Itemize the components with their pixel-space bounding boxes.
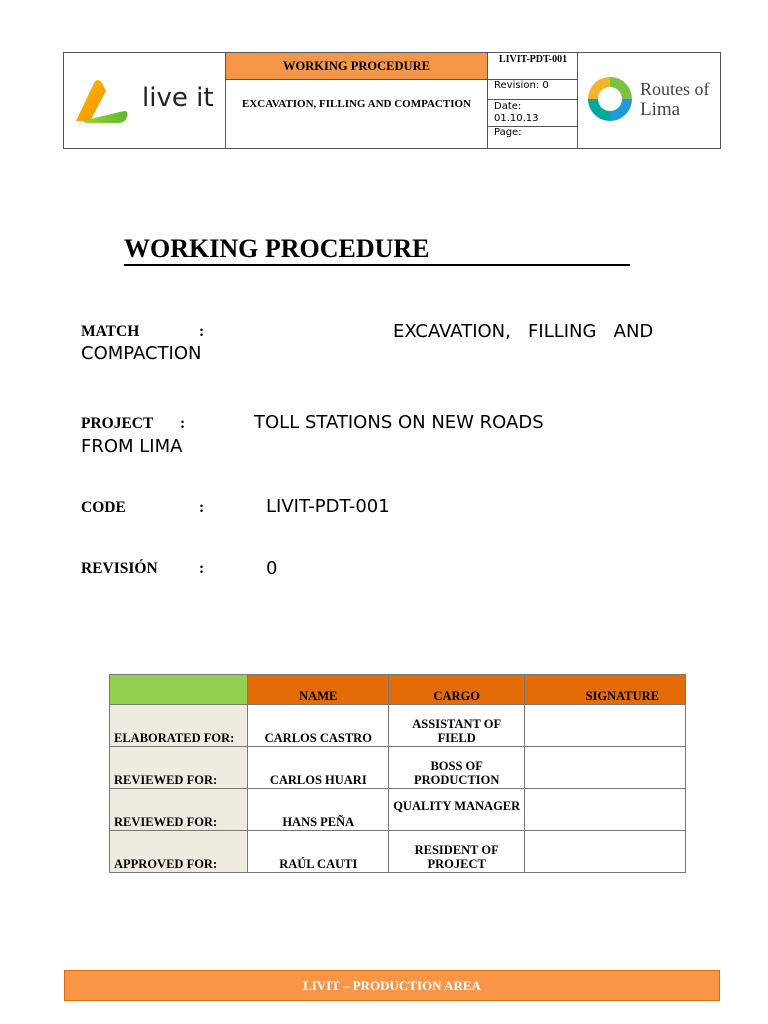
project-label: PROJECT xyxy=(81,415,154,432)
match-label: MATCH xyxy=(81,323,140,340)
header-subject: EXCAVATION, FILLING AND COMPACTION xyxy=(242,98,471,110)
match-value-2: COMPACTION xyxy=(81,343,202,364)
table-row xyxy=(110,747,686,789)
table-row-role: REVIEWED FOR: xyxy=(110,789,248,831)
code-value: LIVIT-PDT-001 xyxy=(266,496,390,517)
table-row-cargo: ASSISTANT OF FIELD xyxy=(389,705,525,747)
table-row-signature xyxy=(525,831,686,873)
approval-table xyxy=(109,674,686,873)
header-date-value: 01.10.13 xyxy=(494,113,539,124)
table-row-role: ELABORATED FOR: xyxy=(110,705,248,747)
revision-colon: : xyxy=(199,560,205,577)
live-it-logo xyxy=(72,75,222,127)
table-row-name: CARLOS CASTRO xyxy=(248,705,389,747)
table-header-cell xyxy=(110,675,248,705)
table-row xyxy=(110,831,686,873)
revision-label: REVISIÓN xyxy=(81,560,158,577)
routes-of-lima-logo-icon xyxy=(584,73,636,125)
table-row-cargo: QUALITY MANAGER xyxy=(389,789,525,831)
routes-logo-text-1: Routes of xyxy=(640,79,710,99)
match-value-1: EXCAVATION, FILLING AND xyxy=(393,321,654,342)
table-row-signature xyxy=(525,747,686,789)
page-title: WORKING PROCEDURE xyxy=(124,234,430,263)
table-row-role: REVIEWED FOR: xyxy=(110,747,248,789)
routes-of-lima-logo xyxy=(584,73,719,129)
header-page-label: Page: xyxy=(494,127,522,138)
header-revision: Revision: 0 xyxy=(494,80,549,91)
table-row-signature xyxy=(525,705,686,747)
document-header xyxy=(63,52,721,149)
title-underline xyxy=(124,264,630,266)
table-row-name: CARLOS HUARI xyxy=(248,747,389,789)
table-header-name: NAME xyxy=(248,675,389,705)
table-row-name: RAÚL CAUTI xyxy=(248,831,389,873)
live-it-logo-text: live it xyxy=(142,83,214,113)
revision-value: 0 xyxy=(266,558,278,579)
table-row xyxy=(110,705,686,747)
match-colon: : xyxy=(199,323,205,340)
table-header-cargo: CARGO xyxy=(389,675,525,705)
routes-logo-text-2: Lima xyxy=(640,99,681,120)
table-row-role: APPROVED FOR: xyxy=(110,831,248,873)
header-code: LIVIT-PDT-001 xyxy=(498,54,568,65)
table-header-signature: SIGNATURE xyxy=(525,675,686,705)
project-value-1: TOLL STATIONS ON NEW ROADS xyxy=(254,412,544,433)
page-footer: LIVIT – PRODUCTION AREA xyxy=(64,970,720,1001)
table-row-name: HANS PEÑA xyxy=(248,789,389,831)
live-it-logo-icon xyxy=(72,75,132,127)
code-colon: : xyxy=(199,499,205,516)
table-header-row xyxy=(110,675,686,705)
project-value-2: FROM LIMA xyxy=(81,436,183,457)
table-row-cargo: BOSS OF PRODUCTION xyxy=(389,747,525,789)
code-label: CODE xyxy=(81,499,126,516)
table-row-signature xyxy=(525,789,686,831)
project-colon: : xyxy=(180,415,186,432)
header-doc-type: WORKING PROCEDURE xyxy=(226,53,487,79)
table-row xyxy=(110,789,686,831)
table-row-cargo: RESIDENT OF PROJECT xyxy=(389,831,525,873)
header-date-label: Date: xyxy=(494,101,522,112)
